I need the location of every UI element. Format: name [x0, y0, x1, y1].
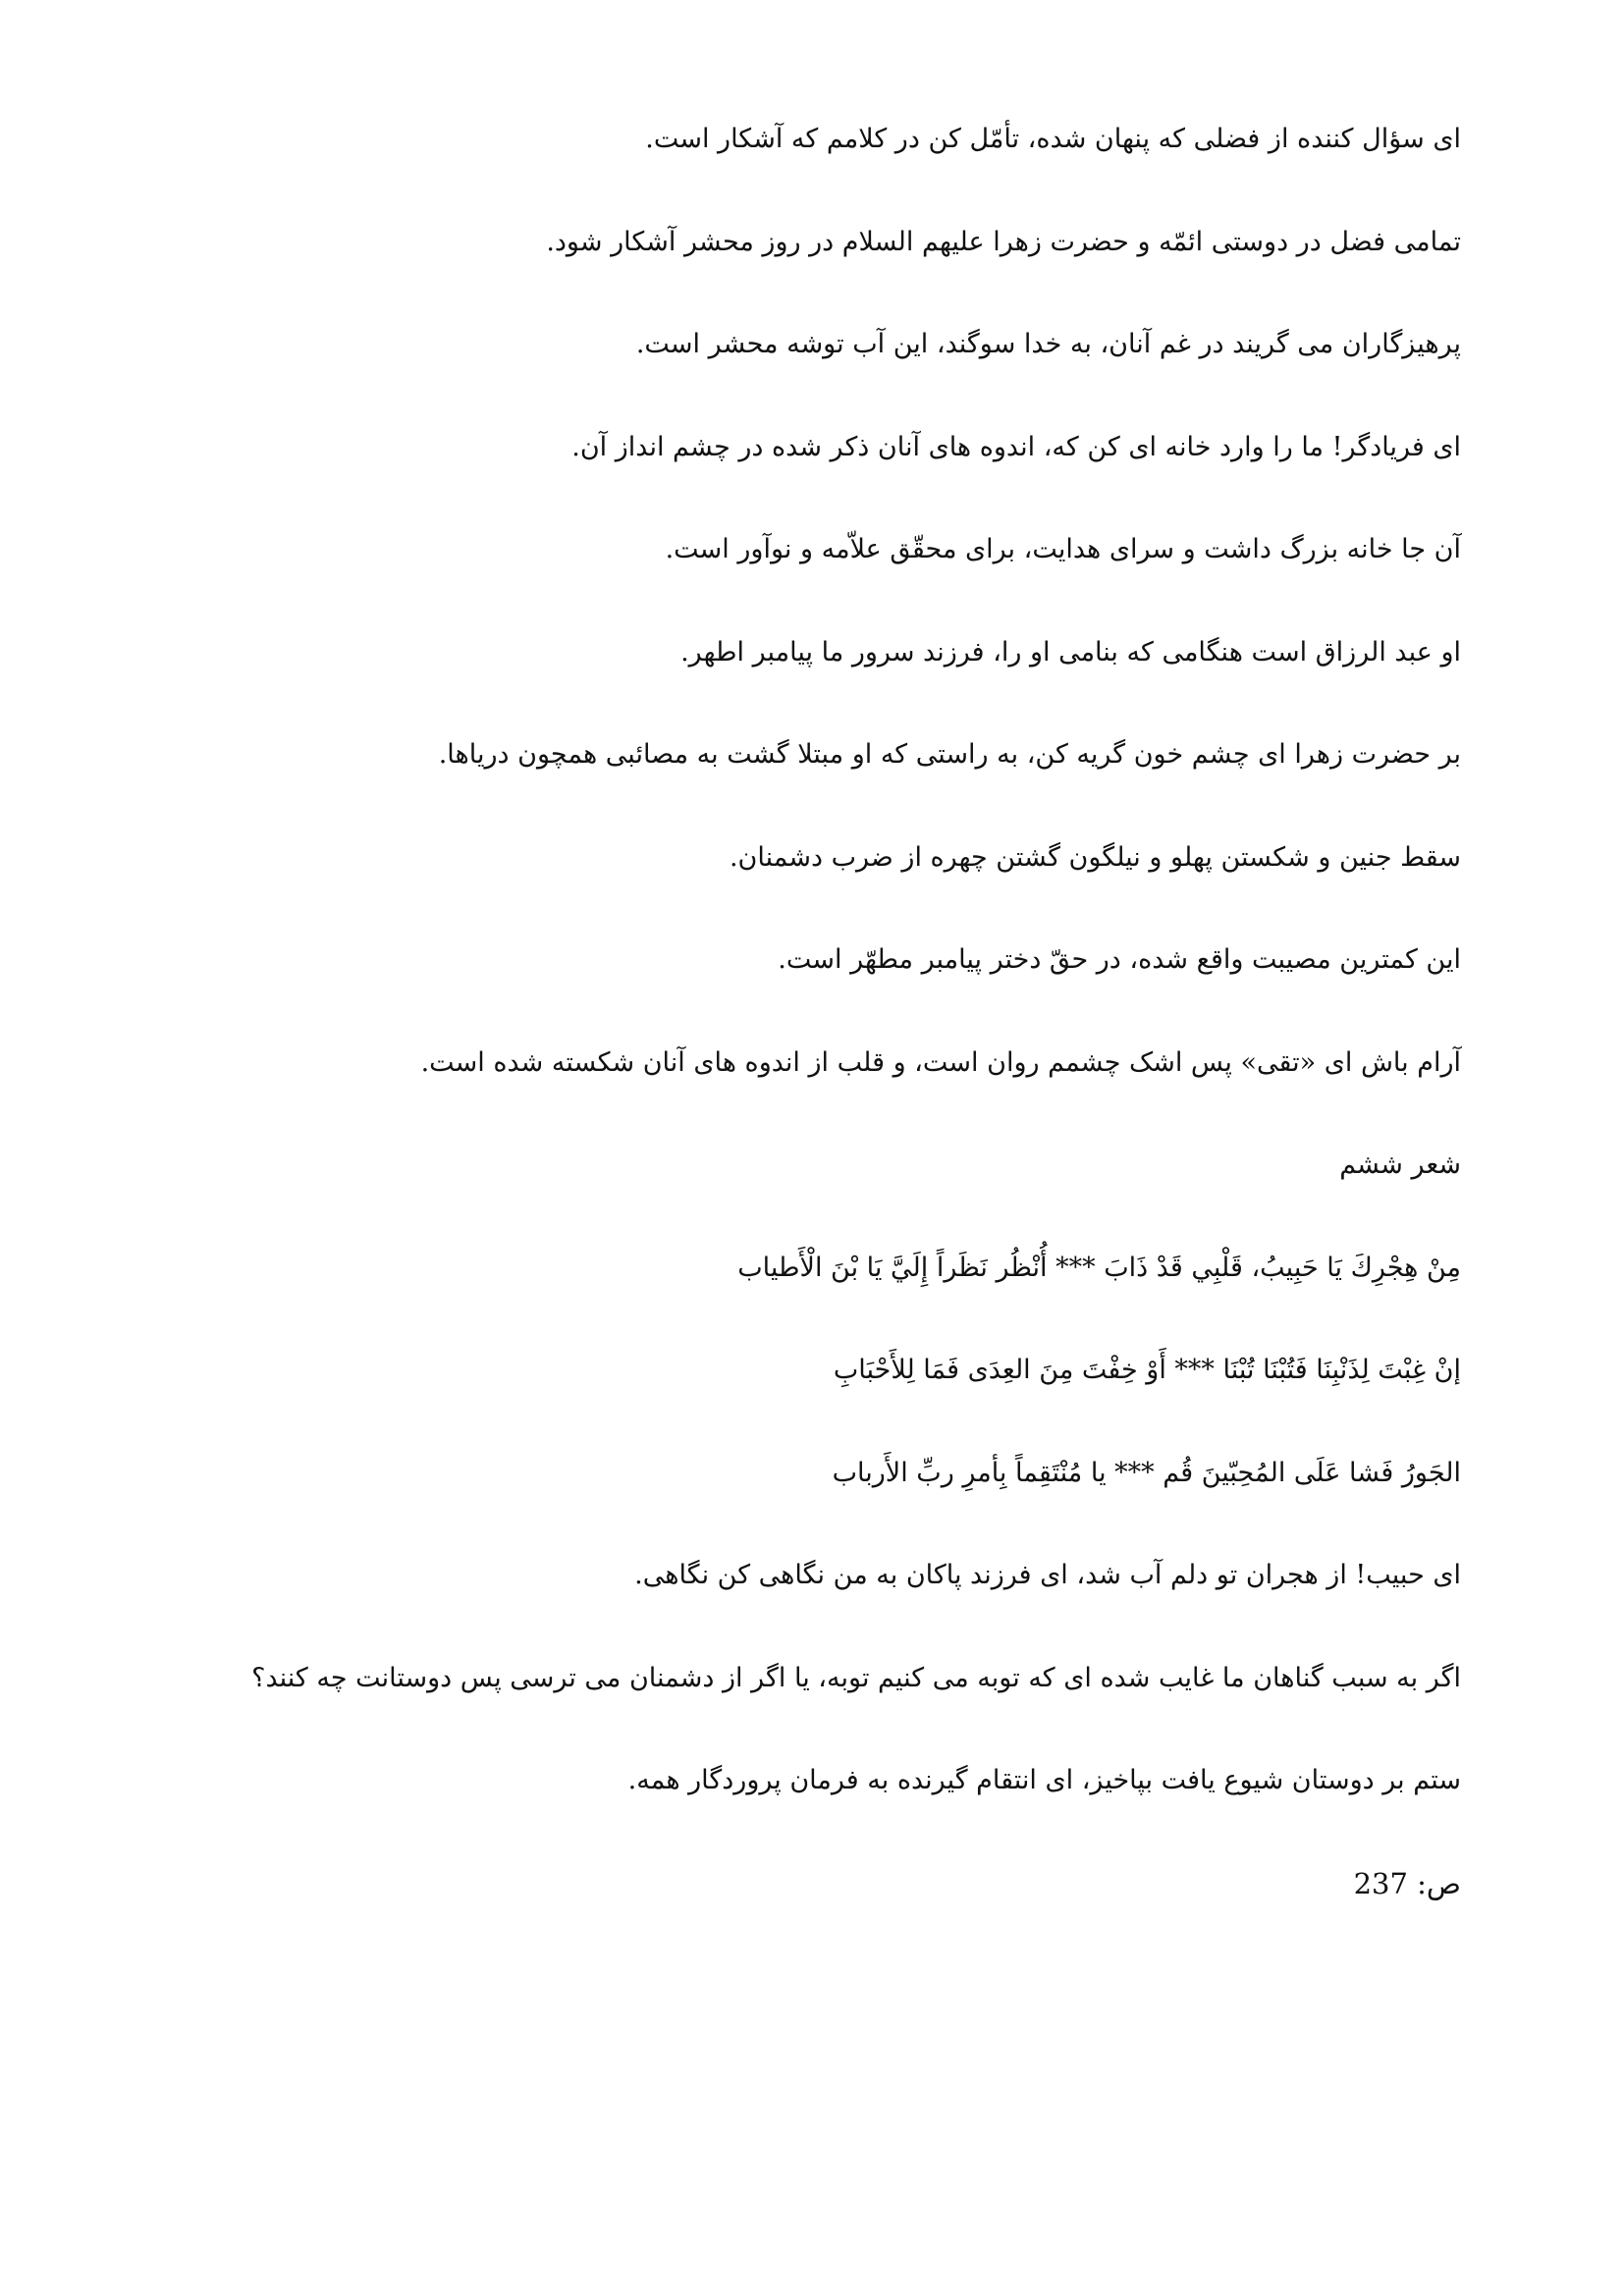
text-block	[155, 110, 1461, 1933]
poem-verse: الجَورُ فَشا عَلَى المُحِبّينَ قُم *** يا مُنْتَقِماً بِأمرِ ربِّ الأَرباب	[832, 1457, 1461, 1488]
prose-line: آن جا خانه بزرگ داشت و سرای هدایت، برای محقّق علاّمه و نوآور است.	[665, 534, 1461, 564]
prose-line: این کمترین مصیبت واقع شده، در حقّ دختر پیامبر مطهّر است.	[778, 944, 1461, 975]
page-number: ص: 237	[1353, 1866, 1461, 1900]
poem-verse: إنْ غِبْتَ لِذَنْبِنَا فَتُبْنَا تُبْنَا *** أَوْ خِفْتَ مِنَ العِدَى فَمَا لِلأَحْبَابِ	[833, 1355, 1461, 1385]
prose-line: ای فریادگر! ما را وارد خانه ای کن که، اندوه های آنان ذکر شده در چشم انداز آن.	[571, 431, 1461, 462]
prose-line: تمامی فضل در دوستی ائمّه و حضرت زهرا علیهم السلام در روز محشر آشکار شود.	[546, 226, 1461, 257]
prose-line: آرام باش ای «تقی» پس اشک چشمم روان است، و قلب از اندوه های آنان شکسته شده است.	[420, 1046, 1461, 1078]
section-heading: شعر ششم	[1339, 1149, 1461, 1180]
prose-line: پرهیزگاران می گریند در غم آنان، به خدا سوگند، این آب توشه محشر است.	[635, 329, 1461, 359]
prose-line: بر حضرت زهرا ای چشم خون گریه کن، به راستی که او مبتلا گشت به مصائبی همچون دریاها.	[438, 739, 1461, 770]
translation-line: ای حبیب! از هجران تو دلم آب شد، ای فرزند پاکان به من نگاهی کن نگاهی.	[634, 1560, 1461, 1590]
translation-line: اگر به سبب گناهان ما غایب شده ای که توبه می کنیم توبه، یا اگر از دشمنان می ترسی پس دوستانت چه کنند؟	[251, 1662, 1461, 1693]
translation-line: ستم بر دوستان شیوع یافت بپاخیز، ای انتقام گیرنده به فرمان پروردگار همه.	[627, 1765, 1461, 1795]
prose-line: ای سؤال کننده از فضلی که پنهان شده، تأمّل کن در کلامم که آشکار است.	[645, 124, 1461, 154]
prose-line: او عبد الرزاق است هنگامی که بنامی او را، فرزند سرور ما پیامبر اطهر.	[680, 636, 1461, 667]
prose-line: سقط جنین و شکستن پهلو و نیلگون گشتن چهره از ضرب دشمنان.	[729, 841, 1461, 873]
poem-verse: مِنْ هِجْرِكَ يَا حَبِيبُ، قَلْبِي قَدْ ذَابَ *** أُنْظُر نَظَراً إِلَيَّ يَا بْنَ الْأَطياب	[737, 1252, 1461, 1283]
